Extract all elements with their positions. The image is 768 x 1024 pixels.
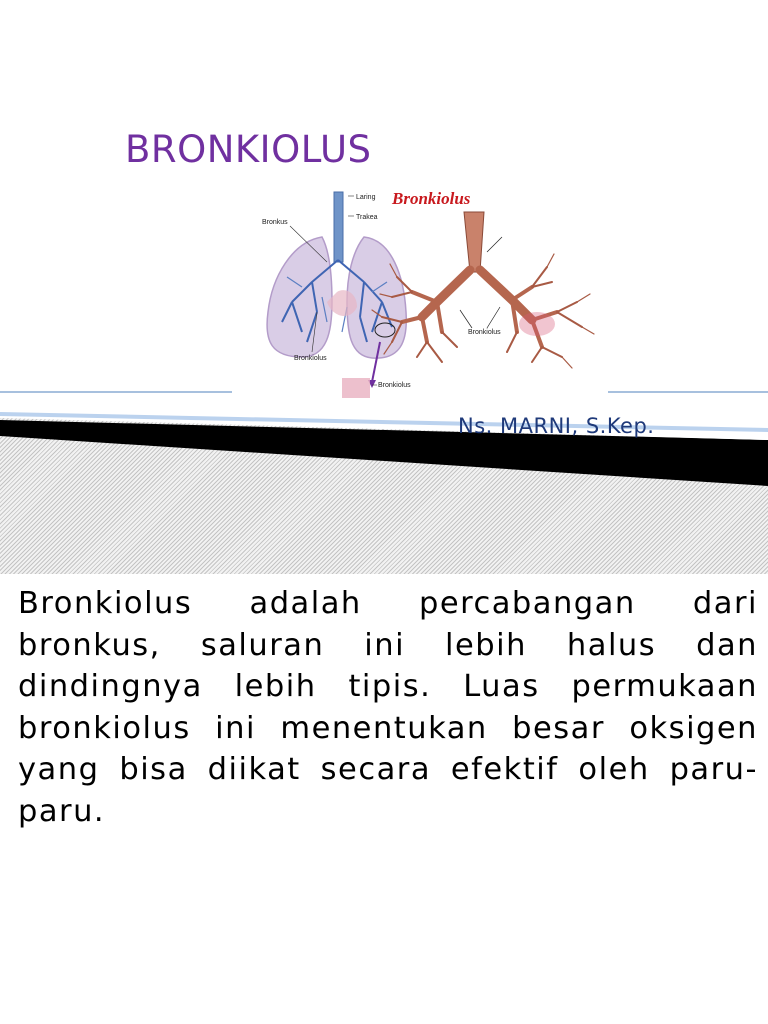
- slide-title: BRONKIOLUS: [125, 128, 372, 171]
- lung-bronchiole-illustration: [232, 182, 606, 400]
- label-bronkiolus-lung: Bronkiolus: [294, 355, 327, 362]
- illustration-heading: Bronkiolus: [392, 189, 471, 208]
- label-bronkus: Bronkus: [262, 219, 288, 226]
- label-bronkiolus-tree: Bronkiolus: [468, 329, 501, 336]
- label-trakea: Trakea: [356, 214, 378, 221]
- body-paragraph: Bronkiolus adalah percabangan dari bronkus, saluran ini lebih halus dan dindingnya lebih tipis. Luas permukaan bronkiolus ini menentukan besar oksigen yang bisa diikat secara efektif oleh paru-paru.: [18, 586, 758, 829]
- author-name: Ns. MARNI, S.Kep.: [458, 414, 655, 438]
- lungs-diagram: [262, 192, 411, 398]
- label-bronkiolus-zoom: Bronkiolus: [378, 382, 411, 389]
- label-laring: Laring: [356, 194, 376, 201]
- bronchial-tree-diagram: [372, 189, 594, 368]
